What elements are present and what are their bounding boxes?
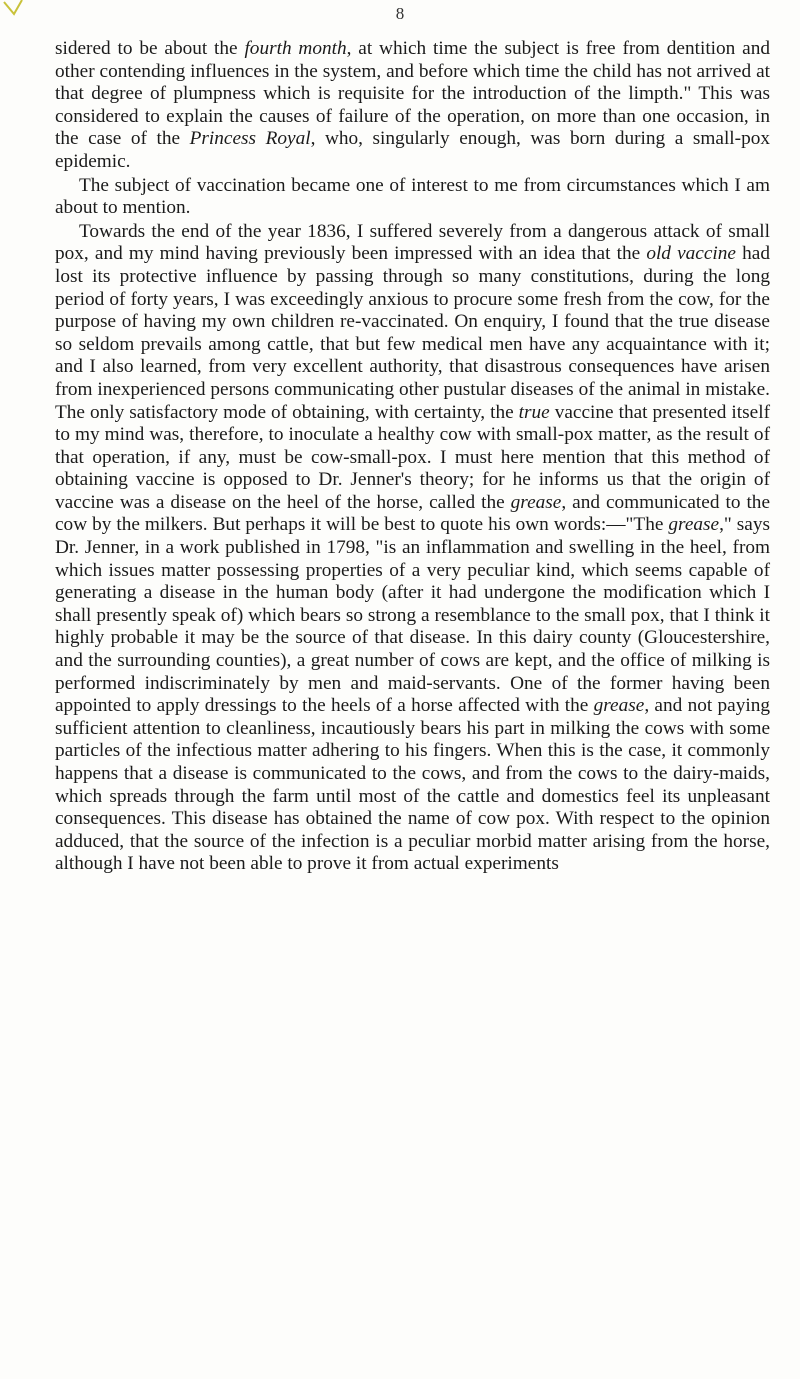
italic-text-run: grease	[510, 491, 562, 513]
text-run: vaccine that presented itself to my mind was, therefore, to inoculate a healthy cow with small-pox matter, as the result of that operation, if any, must be cow-small-pox. I must here mention that this method of obtaining vaccine is opposed to Dr. Jenner's theory; for he informs us that the origin of vaccine was a disease on the heel of the horse, called the	[55, 401, 770, 513]
italic-text-run: Princess Royal	[189, 128, 311, 150]
italic-text-run: true	[518, 401, 550, 423]
text-run: , and not paying sufficient attention to cleanliness, incautiously bears his part in milking the cows with some particles of the infectious matter adhering to his fingers. When this is the case, it commonly happens that a disease is communicated to the cows, and from the cows to the dairy-maids, which spreads through the farm until most of the cattle and domestics feel its unpleasant consequences. This disease has obtained the name of cow pox. With respect to the opinion adduced, that the source of the infection is a peculiar morbid matter arising from the horse, although I have not been able to prove it from actual experiments	[55, 695, 770, 875]
text-run: , and communicated to the cow by the milkers. But perhaps it will be best to quote his own words:—"The	[55, 491, 770, 536]
italic-text-run: fourth month	[244, 38, 347, 59]
text-run: sidered to be about the	[55, 38, 245, 59]
text-run: , who, singularly enough, was born during a small-pox epidemic.	[55, 128, 770, 172]
page-number: 8	[395, 4, 405, 23]
text-run: , at which time the subject is free from dentition and other contending influences in the system, and before which time the child has not arrived at that degree of plumpness which is requisite for the introduction of the limpth." This was considered to explain the causes of failure of the operation, on more than one occasion, in the case of the	[55, 38, 770, 150]
body-text	[55, 38, 770, 876]
text-run: The subject of vaccination became one of interest to me from circumstances which I am about to mention.	[55, 174, 770, 219]
text-run: Towards the end of the year 1836, I suffered severely from a dangerous attack of small pox, and my mind having previously been impressed with an idea that the	[55, 220, 770, 265]
italic-text-run: old vaccine	[646, 243, 736, 265]
paragraph-2	[55, 175, 770, 220]
paragraph-3	[55, 221, 770, 876]
text-run: had lost its protective influence by passing through so many constitutions, during the long period of forty years, I was exceedingly anxious to procure some fresh from the cow, for the purpose of having my own children re-vaccinated. On enquiry, I found that the true disease so seldom prevails among cattle, that but few medical men have any acquaintance with it; and I also learned, from very excellent authority, that disastrous consequences have arisen from inexperienced persons communicating other pustular diseases of the animal in mistake. The only satisfactory mode of obtaining, with certainty, the	[55, 243, 770, 423]
text-run: ," says Dr. Jenner, in a work published in 1798, "is an inflammation and swelling in the heel, from which issues matter possessing properties of a very peculiar kind, which seems capable of generating a disease in the human body (after it had undergone the modification which I shall presently speak of) which bears so strong a resemblance to the small pox, that I think it highly probable it may be the source of that disease. In this dairy county (Gloucestershire, and the surrounding counties), a great number of cows are kept, and the office of milking is performed indiscriminately by men and maid-servants. One of the former having been appointed to apply dressings to the heels of a horse affected with the	[55, 514, 770, 717]
italic-text-run: grease	[593, 695, 645, 717]
paragraph-1	[55, 38, 770, 174]
italic-text-run: grease	[668, 514, 720, 536]
